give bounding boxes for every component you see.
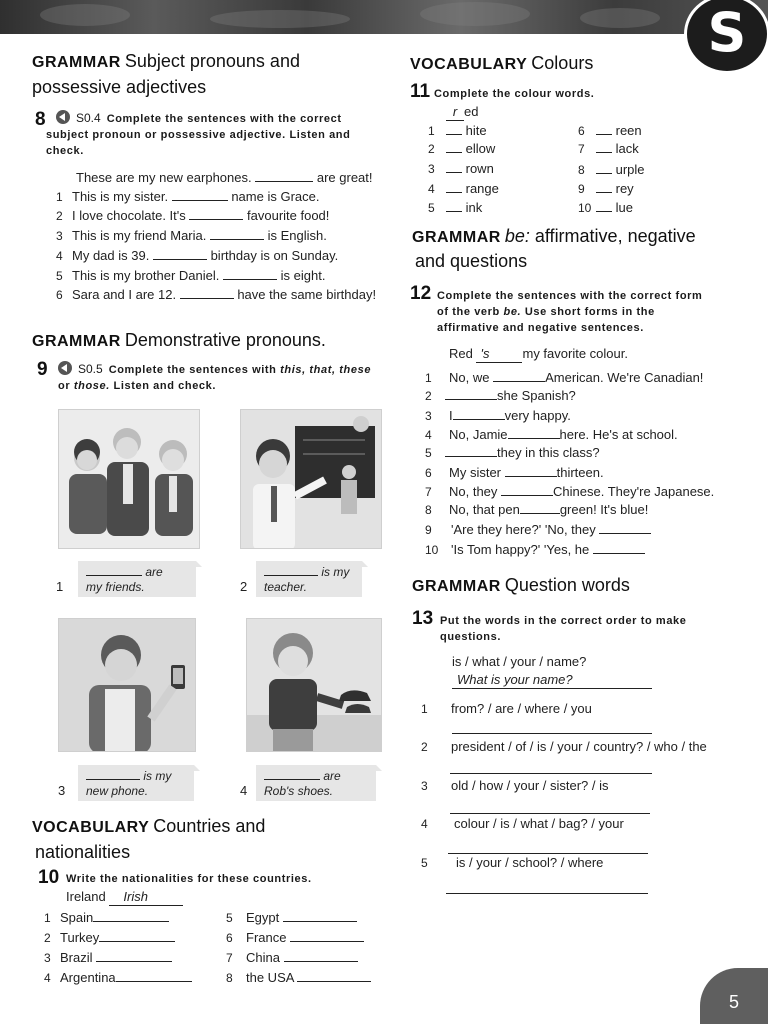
phone-illustration — [59, 619, 196, 752]
answer-blank[interactable] — [445, 388, 497, 400]
answer-blank[interactable] — [99, 930, 175, 942]
exercise-8-item: 6 Sara and I are 12. have the same birthday! — [56, 287, 377, 302]
page-number-tab — [700, 968, 768, 1024]
answer-blank[interactable] — [445, 445, 497, 457]
answer-blank[interactable] — [96, 950, 172, 962]
answer-blank[interactable] — [446, 141, 462, 153]
answer-blank[interactable] — [264, 564, 318, 576]
answer-blank[interactable] — [520, 502, 560, 514]
exercise-10-item: 8 the USA — [226, 969, 371, 987]
friends-illustration — [59, 410, 200, 549]
exercise-12-example: Red 's my favorite colour. — [449, 346, 628, 361]
exercise-11-instruction: Complete the colour words. — [434, 88, 595, 100]
answer-blank[interactable] — [453, 408, 505, 420]
answer-blank[interactable] — [180, 287, 234, 299]
grammar-be-title: GRAMMAR be: affirmative, negative — [412, 226, 696, 246]
vocabulary-countries-title: VOCABULARY Countries and — [32, 816, 266, 836]
teacher-illustration — [241, 410, 382, 549]
picture-teacher — [240, 409, 382, 549]
exercise-12-item: 10 'Is Tom happy?' 'Yes, he — [425, 541, 645, 559]
answer-blank[interactable] — [596, 200, 612, 212]
picture-3-number: 3 — [58, 783, 66, 798]
exercise-8-item: 4 My dad is 39. birthday is on Sunday. — [56, 248, 339, 263]
answer-blank[interactable] — [596, 123, 612, 135]
answer-blank[interactable] — [189, 208, 243, 220]
exercise-13-item: 4 colour / is / what / bag? / your — [421, 816, 624, 831]
colour-item: 8 urple — [578, 162, 645, 177]
answer-blank[interactable] — [596, 141, 612, 153]
exercise-13-example-answer: What is your name? — [452, 671, 652, 689]
grammar-demonstrative-title: GRAMMAR Demonstrative pronouns. — [32, 330, 326, 350]
caption-2: is my teacher. — [256, 561, 362, 597]
section-badge — [684, 0, 768, 74]
exercise-8-number: 8 — [35, 109, 46, 130]
exercise-13-number: 13 — [412, 608, 434, 629]
exercise-10-item: 7 China — [226, 949, 358, 967]
colour-item: 10 lue — [578, 200, 633, 215]
caption-3: is my new phone. — [78, 765, 194, 801]
exercise-8-instruction: S0.4 Complete the sentences with the correct subject pronoun or possessive adjective. Listen and check. — [46, 111, 351, 157]
picture-4-number: 4 — [240, 783, 248, 798]
answer-blank[interactable] — [593, 542, 645, 554]
answer-blank[interactable] — [153, 248, 207, 260]
answer-blank[interactable] — [93, 910, 169, 922]
exercise-12-item: 4 No, Jamie here. He's at school. — [425, 427, 678, 442]
vocabulary-countries-title-line2: nationalities — [35, 842, 131, 862]
colour-item: 2 ellow — [428, 141, 496, 156]
answer-blank[interactable] — [297, 970, 371, 982]
exercise-10-number: 10 — [38, 867, 60, 888]
top-banner — [0, 0, 768, 34]
exercise-10-item: 5 Egypt — [226, 909, 357, 927]
exercise-11-example: r ed — [446, 103, 478, 121]
audio-speaker-icon[interactable] — [56, 110, 70, 124]
answer-blank[interactable] — [505, 465, 557, 477]
exercise-12-number: 12 — [410, 283, 432, 304]
answer-blank[interactable] — [501, 484, 553, 496]
exercise-13-item: 2 president / of / is / your / country? / who / the — [421, 739, 707, 754]
answer-line[interactable] — [450, 773, 652, 774]
vocabulary-colours-title: VOCABULARY Colours — [410, 53, 594, 73]
section-badge-letter: S — [707, 1, 747, 64]
answer-blank[interactable] — [264, 768, 320, 780]
grammar-subject-pronouns-title: GRAMMAR Subject pronouns and — [32, 51, 300, 71]
answer-blank[interactable] — [596, 181, 612, 193]
caption-1: are my friends. — [78, 561, 196, 597]
exercise-10-item: 1 Spain — [44, 909, 169, 927]
exercise-12-item: 8 No, that pen green! It's blue! — [425, 502, 649, 517]
exercise-12-item: 3 I very happy. — [425, 408, 571, 423]
answer-blank[interactable] — [255, 170, 313, 182]
answer-blank[interactable] — [508, 427, 560, 439]
exercise-11-number: 11 — [410, 81, 431, 102]
colour-item: 3 rown — [428, 161, 494, 176]
answer-blank[interactable] — [223, 268, 277, 280]
colour-item: 7 lack — [578, 141, 639, 156]
exercise-12-item: 9 'Are they here?' 'No, they — [425, 521, 651, 539]
exercise-10-instruction: Write the nationalities for these countries. — [66, 873, 312, 885]
answer-blank[interactable] — [446, 123, 462, 135]
exercise-9-instruction: S0.5 Complete the sentences with this, that, these or those. Listen and check. — [58, 362, 372, 392]
exercise-9-number: 9 — [37, 359, 48, 380]
picture-friends — [58, 409, 200, 549]
caption-4: are Rob's shoes. — [256, 765, 376, 801]
exercise-8-item: 1 This is my sister. name is Grace. — [56, 189, 320, 204]
colour-item: 4 range — [428, 181, 499, 196]
exercise-8-example: These are my new earphones. are great! — [76, 170, 373, 185]
answer-blank[interactable] — [290, 930, 364, 942]
grammar-be-title-line2: and questions — [415, 251, 528, 271]
answer-blank[interactable] — [86, 564, 142, 576]
exercise-12-item: 1 No, we American. We're Canadian! — [425, 370, 704, 385]
exercise-8-item: 3 This is my friend Maria. is English. — [56, 228, 327, 243]
exercise-13-item: 5 is / your / school? / where — [421, 855, 604, 870]
exercise-12-item: 7 No, they Chinese. They're Japanese. — [425, 484, 715, 499]
exercise-13-instruction: Put the words in the correct order to make questions. — [440, 615, 687, 643]
exercise-8-item: 2 I love chocolate. It's favourite food! — [56, 208, 330, 223]
colour-item: 9 rey — [578, 181, 634, 196]
exercise-10-item: 2 Turkey — [44, 929, 175, 947]
exercise-10-item: 6 France — [226, 929, 364, 947]
picture-2-number: 2 — [240, 579, 248, 594]
colour-item: 1 hite — [428, 123, 487, 138]
exercise-10-item: 4 Argentina — [44, 969, 192, 987]
answer-line[interactable] — [452, 733, 652, 734]
answer-blank[interactable] — [596, 162, 612, 174]
exercise-10-example: Ireland Irish — [66, 888, 183, 906]
answer-blank[interactable] — [599, 522, 651, 534]
exercise-13-example-words: is / what / your / name? — [452, 654, 587, 669]
answer-blank[interactable] — [172, 189, 228, 201]
colour-item: 5 ink — [428, 200, 483, 215]
grammar-subject-pronouns-title-line2: possessive adjectives — [32, 77, 207, 97]
exercise-13-item: 3 old / how / your / sister? / is — [421, 778, 609, 793]
answer-blank[interactable] — [493, 370, 545, 382]
exercise-8-item: 5 This is my brother Daniel. is eight. — [56, 268, 326, 283]
answer-line[interactable] — [446, 893, 648, 894]
exercise-12-instruction: Complete the sentences with the correct form of the verb be. Use short forms in the affirmative and negative sentences. — [437, 290, 703, 334]
picture-phone — [58, 618, 196, 752]
audio-speaker-icon[interactable] — [58, 361, 72, 375]
exercise-10-item: 3 Brazil — [44, 949, 172, 967]
answer-blank[interactable] — [446, 181, 462, 193]
exercise-12-item: 6 My sister thirteen. — [425, 465, 604, 480]
answer-blank[interactable] — [86, 768, 140, 780]
answer-blank[interactable] — [116, 970, 192, 982]
exercise-13-item: 1 from? / are / where / you — [421, 701, 592, 716]
answer-blank[interactable] — [446, 161, 462, 173]
exercise-12-item: 5 they in this class? — [425, 445, 600, 460]
colour-item: 6 reen — [578, 123, 642, 138]
answer-blank[interactable] — [210, 228, 264, 240]
answer-blank[interactable] — [283, 910, 357, 922]
page-number: 5 — [728, 992, 739, 1012]
answer-line[interactable] — [450, 813, 650, 814]
picture-shoes — [246, 618, 382, 752]
exercise-12-item: 2 she Spanish? — [425, 388, 576, 403]
answer-blank[interactable] — [446, 200, 462, 212]
shoes-illustration — [247, 619, 382, 752]
answer-blank[interactable] — [284, 950, 358, 962]
picture-1-number: 1 — [56, 579, 64, 594]
grammar-question-words-title: GRAMMAR Question words — [412, 575, 630, 595]
